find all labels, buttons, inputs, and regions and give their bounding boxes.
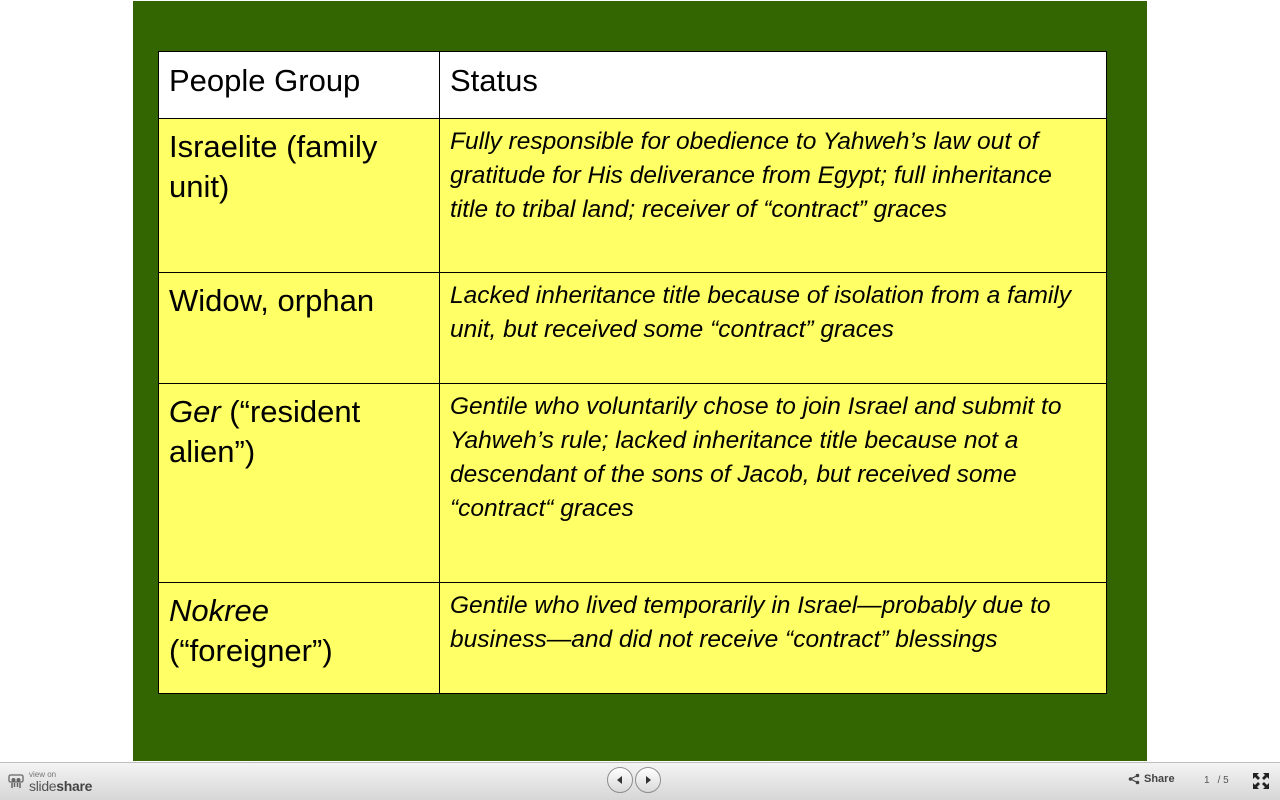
- slide: [133, 1, 1147, 761]
- status-text: Gentile who voluntarily chose to join Israel and submit to Yahweh’s rule; lacked inheritance title because not a descendant of the sons of Jacob, but received some “contract“ graces: [450, 393, 1062, 522]
- brand-text: [29, 771, 92, 793]
- status-cell: [440, 273, 1107, 384]
- group-label-text: (“resident alien”): [169, 394, 361, 469]
- next-slide-button[interactable]: [635, 767, 661, 793]
- group-label: [159, 583, 439, 671]
- table-row: [159, 119, 1107, 273]
- fullscreen-icon: [1252, 772, 1270, 790]
- status-text: Fully responsible for obedience to Yahweh’s law out of gratitude for His deliverance from Egypt; full inheritance title to tribal land; receiver of “contract” graces: [450, 128, 1052, 223]
- group-label: [159, 119, 439, 207]
- group-cell: [159, 384, 440, 583]
- arrow-right-icon: [642, 774, 654, 786]
- group-cell: [159, 119, 440, 273]
- people-status-table: [158, 51, 1107, 694]
- header-cell-people-group: [159, 52, 440, 119]
- group-label: [159, 273, 439, 321]
- current-page[interactable]: 1: [1204, 775, 1210, 786]
- brand-name-light: slide: [29, 778, 57, 794]
- table-row: [159, 384, 1107, 583]
- brand-name-bold: share: [56, 778, 93, 794]
- view-on-slideshare-link[interactable]: [8, 769, 92, 795]
- status-text: Lacked inheritance title because of isolation from a family unit, but received some “contract” graces: [450, 282, 1071, 343]
- table-header-row: [159, 52, 1107, 119]
- group-label-emphasis: Nokree: [169, 593, 269, 628]
- status-text: Gentile who lived temporarily in Israel—probably due to business—and did not receive “contract” blessings: [450, 592, 1051, 653]
- group-label-text: Widow, orphan: [169, 283, 375, 318]
- page-indicator: [1204, 775, 1229, 786]
- header-status: Status: [450, 63, 538, 98]
- table-row: [159, 583, 1107, 694]
- fullscreen-button[interactable]: [1252, 772, 1270, 790]
- header-people-group: People Group: [169, 63, 361, 98]
- group-cell: [159, 273, 440, 384]
- group-cell: [159, 583, 440, 694]
- group-label: [159, 384, 439, 472]
- player-toolbar: [0, 762, 1280, 800]
- status-cell: [440, 583, 1107, 694]
- slideshare-logo-icon: [8, 774, 24, 790]
- share-button[interactable]: [1128, 773, 1175, 785]
- brand-name: [29, 779, 92, 793]
- group-label-emphasis: Ger: [169, 394, 221, 429]
- brand-view-on: view on: [29, 770, 57, 779]
- status-cell: [440, 384, 1107, 583]
- slide-navigation: [607, 767, 661, 793]
- arrow-left-icon: [614, 774, 626, 786]
- share-icon: [1128, 773, 1140, 785]
- group-label-text: (“foreigner”): [169, 633, 333, 668]
- status-cell: [440, 119, 1107, 273]
- share-label: Share: [1144, 773, 1175, 785]
- total-pages: / 5: [1217, 775, 1229, 786]
- group-label-text: Israelite (family unit): [169, 129, 378, 204]
- header-cell-status: [440, 52, 1107, 119]
- previous-slide-button[interactable]: [607, 767, 633, 793]
- table-row: [159, 273, 1107, 384]
